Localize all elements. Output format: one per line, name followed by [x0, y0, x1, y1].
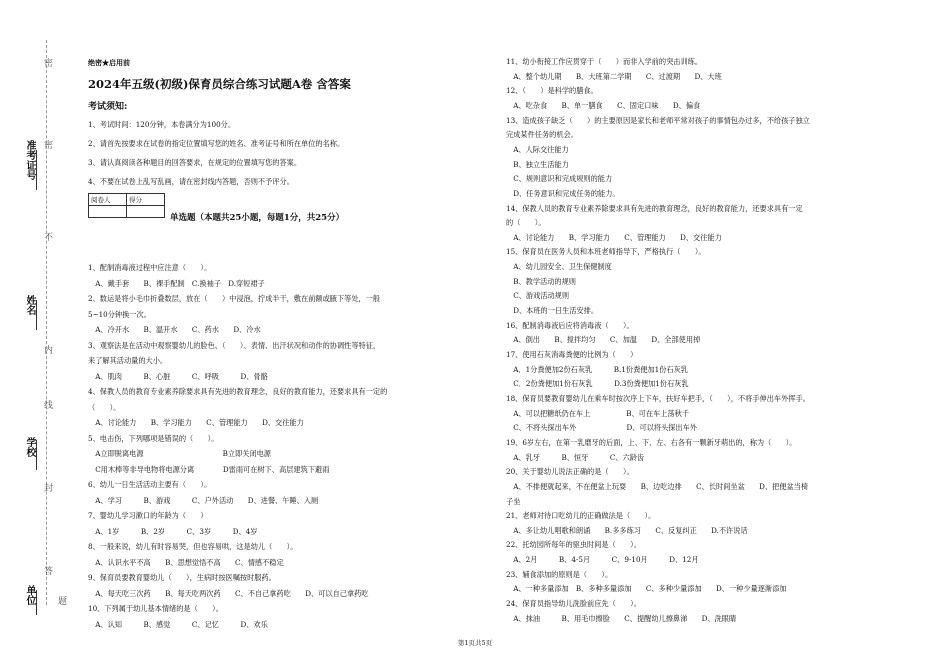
question-line: 17、使用石灰消毒粪便的比例为（ ） — [506, 350, 638, 359]
question-line: A、讨论能力 B、学习能力 C、管理能力 D、交往能力 — [506, 232, 722, 242]
seal-mark: 不 — [42, 232, 52, 241]
question-line: 15、保育员在医务人员和本班老师指导下，严格执行（ ）。 — [506, 247, 706, 257]
instruction-item: 2、请首先按要求在试卷的指定位置填写您的姓名、准考证号和所在单位的名称。 — [88, 139, 345, 148]
question-line: 11、幼小衔接工作应贯穿于（ ）而非入学前的突击训练。 — [506, 57, 703, 66]
question-line: 8、一般来说，幼儿有时容易哭，但也容易哄，这是幼儿（ ）。 — [88, 542, 298, 551]
seal-mark: 线 — [42, 400, 52, 409]
question-line: （ ）。 — [88, 402, 121, 412]
question-line: A、讨论能力 B、学习能力 C、管理能力 D、交往能力 — [88, 418, 304, 427]
question-line: D、任务意识和完成任务的能力。 — [506, 188, 620, 198]
question-line: A、戴手套 B、裸手配制 C.换袖子 D.穿短裙子 — [88, 278, 265, 288]
question-line: 16、配制消毒液后应将消毒液（ ）。 — [506, 320, 634, 330]
question-line: 5~10分钟换一次。 — [88, 309, 151, 319]
exam-number-underline — [36, 150, 37, 190]
question-line: A、吃杂食 B、单一膳食 C、固定口味 D、偏食 — [506, 100, 701, 110]
question-line: A、一种多量添加 B、多种多量添加 C、多种少量添加 D、一种少量逐渐添加 — [506, 584, 787, 594]
question-line: A、认知 B、感觉 C、记忆 D、欢乐 — [88, 619, 268, 629]
school-label: 学校 — [24, 437, 35, 457]
page-title: 2024年五级(初级)保育员综合练习试题A卷 含答案 — [88, 77, 351, 91]
question-line: A、2月 B、4-5月 C、9-10月 D、12月 — [506, 555, 699, 565]
question-line: A、可以把糖纸仍在车上 B、可在车上荡秋千 — [506, 408, 689, 418]
question-line: A、认识水平不高 B、思想觉悟不高 C、情感不稳定 — [88, 557, 284, 567]
question-line: 1、配制消毒液过程中应注意（ ）。 — [88, 263, 212, 272]
question-line: A立即脱离电源 B立即关闭电源 — [88, 449, 271, 458]
question-line: A、学习 B、游戏 C、户外活动 D、进餐、午睡、入厕 — [88, 495, 319, 505]
question-line: 9、保育员要教育婴幼儿（ ），生病时按医嘱按时服药。 — [88, 573, 276, 582]
question-line: 23、辅食添加的原则是（ ）。 — [506, 569, 613, 579]
unit-underline — [36, 590, 37, 615]
confidential-label: 绝密★启用前 — [88, 58, 130, 67]
question-line: A、1岁 B、2岁 C、3岁 D、4岁 — [88, 526, 258, 536]
question-line: 19、6岁左右，在第一乳磨牙的后面，上、下、左、右各有一颗新牙萌出的，称为（ ）。 — [506, 437, 797, 447]
question-line: 7、婴幼儿学习漱口的年龄为（ ） — [88, 511, 208, 520]
question-line: 6、幼儿一日生活活动主要有（ ）。 — [88, 480, 212, 489]
question-line: C、规则意识和完成规则的能力 — [506, 174, 613, 184]
question-line: 来了解其活动量的大小。 — [88, 356, 168, 365]
question-line: 21、老师对待口吃幼儿的正确做法是（ ）。 — [506, 511, 656, 521]
question-line: 24、保育员指导幼儿洗脸前应先（ ）。 — [506, 599, 641, 609]
question-line: 的（ ）。 — [506, 218, 546, 228]
question-line: C用木棒等非导电物将电源分离 D雷雨可在树下、高层建筑下避雨 — [88, 464, 330, 474]
seal-mark: 答 — [42, 566, 52, 575]
seal-mark: 内 — [42, 345, 52, 354]
question-line: 13、造成孩子缺乏（ ）的主要原因是家长和老师平常对孩子的事情包办过多，不给孩子独立 — [506, 115, 810, 125]
question-line: D、本班的一日生活安排。 — [506, 306, 599, 316]
question-line: 子坐 — [506, 496, 521, 506]
name-underline — [36, 300, 37, 330]
question-line: 14、保教人员的教育专业素养除要求具有先进的教育理念，良好的教育能力，还要求具有一定 — [506, 203, 803, 213]
question-line: B、独立生活能力 — [506, 159, 569, 169]
seal-dashed-line — [46, 40, 47, 605]
question-line: A、乳牙 B、恒牙 C、六龄齿 — [506, 452, 645, 462]
seal-mark: 封 — [42, 483, 52, 492]
page-number: 第1页共5页 — [457, 639, 493, 647]
name-label: 姓名 — [24, 295, 35, 315]
seal-mark: 密 — [42, 58, 52, 67]
instruction-item: 1、考试时间：120分钟，本卷满分为100分。 — [88, 120, 236, 129]
question-line: 3、观察法是在活动中观察婴幼儿的脸色、（ ）、表情、出汗状况和动作的协调性等特征， — [88, 340, 381, 350]
question-line: 12、（ ）是科学的膳食。 — [506, 86, 598, 96]
question-line: 22、托幼园所每年的驱虫时间是（ ）。 — [506, 540, 641, 550]
seal-mark: 题 — [56, 596, 66, 605]
exam-number-label: 准考证号 — [24, 140, 35, 180]
question-line: 2、数运是将小毛巾折叠数层，放在（ ）中浸泡，拧成半干，敷在前额或腋下等处，一般 — [88, 294, 381, 303]
score-label: 得分 — [127, 194, 165, 206]
question-line: 5、电击伤，下列哪项是错误的（ ）。 — [88, 433, 219, 443]
question-line: A、肌肉 B、心脏 C、呼吸 D、骨骼 — [88, 371, 268, 381]
question-line: 10、下列属于幼儿基本情绪的是（ ）。 — [88, 604, 223, 613]
question-line: A、不排便就起来，不在便盆上玩耍 B、边吃边排 C、长时间坐盆 D、把便盆当椅 — [506, 481, 809, 491]
question-line: A、抹油 B、用毛巾擦脸 C、提醒幼儿擦鼻涕 D、洗眼睛 — [506, 613, 737, 623]
question-line: A．1分粪便加2份石灰乳 B.1份粪便加1份石灰乳 — [506, 364, 688, 374]
question-line: 完成某件任务的机会。 — [506, 130, 578, 140]
question-line: A、每天吃三次药 B、每天吃两次药 C、不自己拿药吃 D、可以自己拿药吃 — [88, 588, 369, 598]
question-line: A、幼儿园安全、卫生保健制度 — [506, 262, 612, 272]
question-line: C、游戏活动规则 — [506, 291, 570, 301]
grader-label: 阅卷人 — [89, 194, 127, 206]
section-heading: 单选题（本题共25小题，每题1分，共25分） — [170, 213, 345, 223]
question-line: A、倒出 B、搅拌均匀 C、加温 D、全部使用掉 — [506, 335, 701, 345]
grader-cell — [89, 206, 127, 218]
question-line: B、教学活动的规则 — [506, 276, 576, 286]
score-cell — [127, 206, 165, 218]
score-table — [88, 193, 165, 218]
question-line: 20、关于婴幼儿说法正确的是（ ）。 — [506, 467, 634, 477]
seal-mark: 密 — [42, 140, 52, 149]
instruction-item: 4、不要在试卷上乱写乱画，请在密封线内答题，否则不予评分。 — [88, 177, 294, 186]
question-line: C、不将头探出车外 D、可以将头探出车外 — [506, 423, 697, 433]
question-line: A、冷开水 B、温开水 C、药水 D、冷水 — [88, 325, 261, 334]
question-line: 4、保教人员的教育专业素养除要求具有先进的教育理念，良好的教育能力，还要求具有一定的 — [88, 387, 388, 396]
question-line: A、多让幼儿唱歌和朗诵 B.多多练习 C、反复纠正 D.不许说话 — [506, 525, 748, 535]
question-line: A、整个幼儿期 B、大班第二学期 C、过渡期 D、大班 — [506, 71, 722, 81]
unit-label: 单位 — [24, 585, 35, 605]
question-line: C．2份粪便加1份石灰乳 D.3份粪便加1份石灰乳 — [506, 379, 689, 389]
school-underline — [36, 440, 37, 470]
instruction-item: 3、请认真阅读各种题目的回答要求，在规定的位置填写您的答案。 — [88, 158, 302, 167]
binding-strip — [0, 0, 70, 671]
instructions-heading: 考试须知: — [88, 102, 128, 112]
question-line: 18、保育员要教育婴幼儿在乘车时按次序上下车，扶好车把手，（ ），不将手伸出车外挥手。 — [506, 393, 810, 403]
question-line: A、人际交往能力 — [506, 144, 569, 154]
